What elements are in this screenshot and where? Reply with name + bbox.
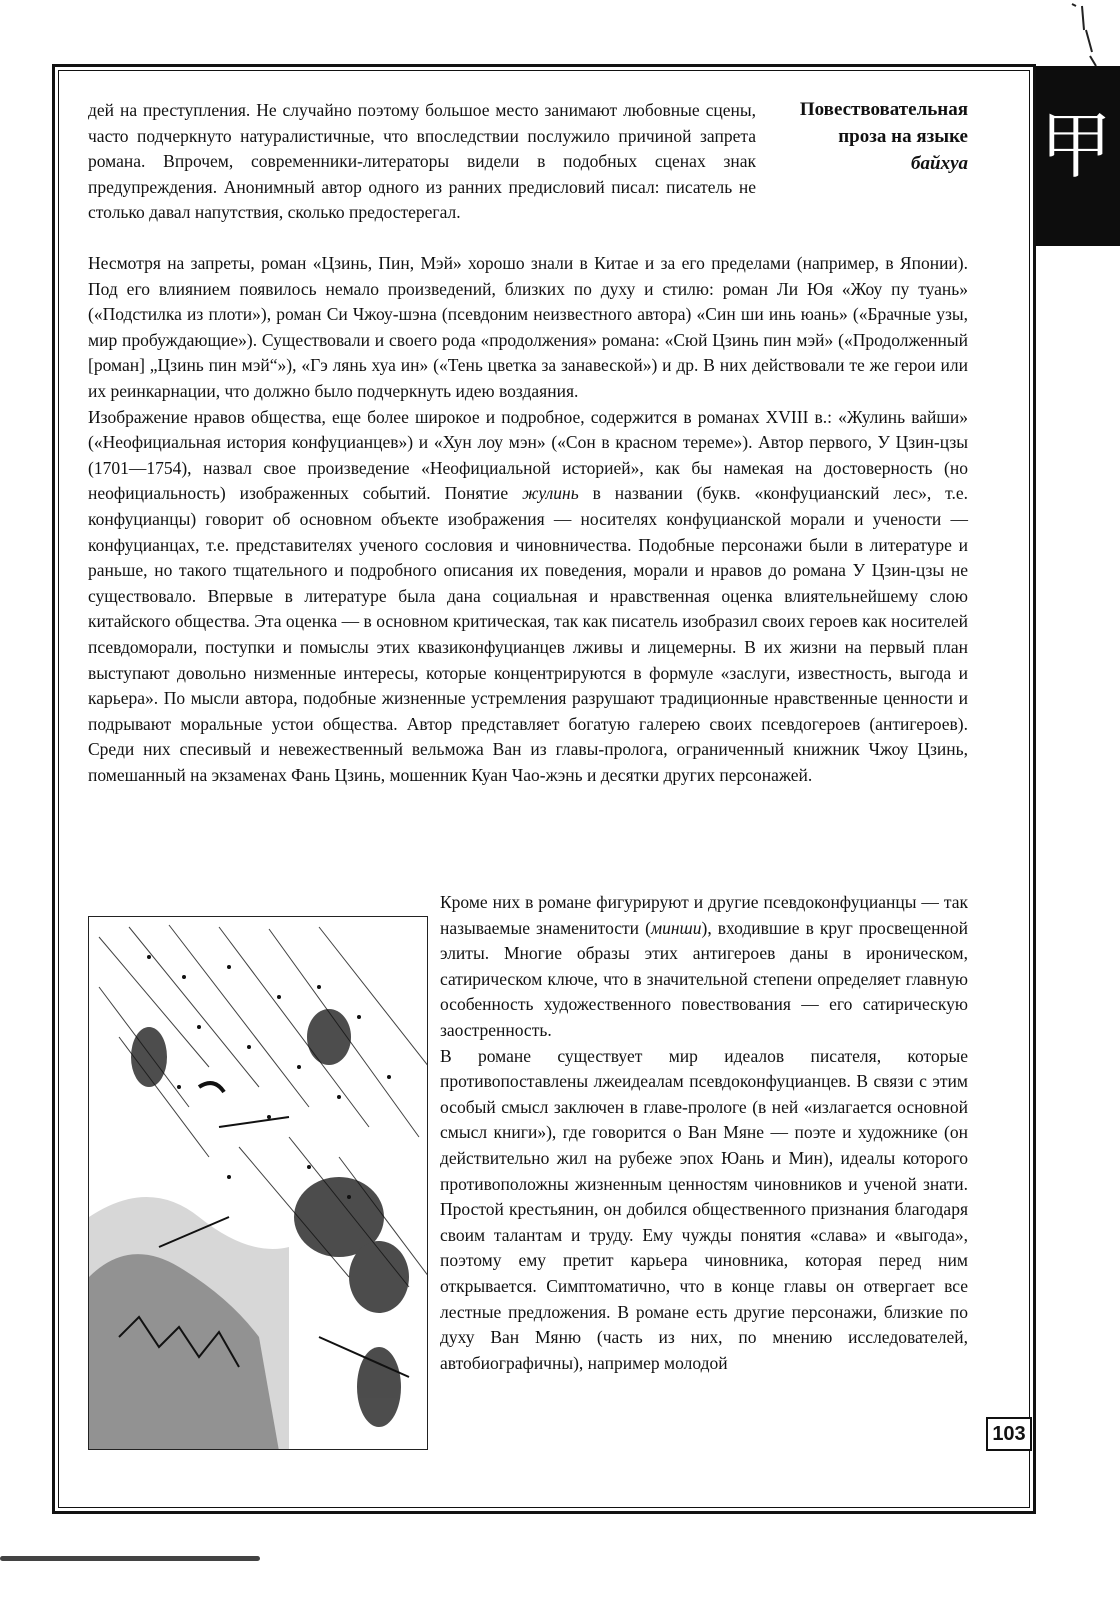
- paragraph-4-part-b: ), входившие в круг просвещенной элиты. Многие образы этих антигероев даны в ироническом, сатирическом ключе, что в значительной степени определяет главную особенность художественного повествования — его сатирическую заостренность.: [440, 917, 968, 1040]
- text-block-right-column: [440, 890, 968, 1376]
- paragraph-3-term: жулинь: [522, 483, 579, 504]
- section-heading-line-1: Повествовательная: [799, 99, 968, 120]
- paragraph-3-part-b: в названии (букв. «конфуцианский лес», т.е. конфуцианцы) говорит об основном объекте изображения — носителях конфуцианской морали и учености — конфуцианцах, т.е. представителях ученого сословия и чиновничества. Подобные персонажи были в литературе и раньше, но такого тщательного и подробного описания их поведения, морали и нравов до романа У Цзин-цзы не существовало. Впервые в литературе была дана социальная и нравственная оценка влиятельнейшему слою китайского общества. Эта оценка — в основном критическая, так как писатель изобразил своих героев как носителей псевдоморали, поступки и помыслы этих квазиконфуцианцев лживы и лицемерны. В их жизни на первый план выступают довольно низменные интересы, которые концентрируются в формуле «заслуги, известность, выгода и карьера». По мысли автора, подобные жизненные устремления разрушают традиционные нравственные ценности и подрывают моральные устои общества. Автор представляет богатую галерею своих псевдогероев (антигероев). Среди них спесивый и невежественный вельможа Ван из главы-пролога, ограниченный книжник Чжоу Цзинь, помешанный на экзаменах Фань Цзинь, мошенник Куан Чао-жэнь и десятки других персонажей.: [88, 483, 968, 785]
- paragraph-1: дей на преступления. Не случайно поэтому большое место занимают любовные сцены, часто подчеркнуто натуралистичные, что впоследствии послужило причиной запрета романа. Впрочем, современники-литераторы видели в подобных сценах знак предупреждения. Анонимный автор одного из ранних предисловий писал: писатель не столько давал напутствия, сколько предостерегал.: [88, 100, 756, 223]
- paragraph-2: Несмотря на запреты, роман «Цзинь, Пин, Мэй» хорошо знали в Китае и за его пределами (например, в Японии). Под его влиянием появилось немало произведений, близких по духу и стилю: роман Ли Юя «Жоу пу туань» («Подстилка из плоти»), роман Си Чжоу-шэна (псевдоним неизвестного автора) «Син ши инь юань» («Брачные узы, мир пробуждающие»). Существовали и своего рода «продолжения» романа: «Сюй Цзинь пин мэй» («Продолженный [роман] „Цзинь пин мэй“»), «Гэ лянь хуа ин» («Тень цветка за занавеской») и др. В них действовали те же герои или их реинкарнации, что должно было подчеркнуть идею воздаяния.: [88, 253, 968, 401]
- battle-scene-image: [89, 917, 428, 1450]
- section-heading: [762, 96, 968, 177]
- section-heading-line-2: проза на языке: [838, 126, 968, 147]
- section-heading-line-3: байхуа: [911, 153, 968, 174]
- text-block-main: [88, 251, 968, 788]
- paragraph-3: [88, 405, 968, 789]
- page-number: 103: [986, 1417, 1032, 1451]
- scan-smudge: [0, 1556, 260, 1561]
- paragraph-4-term: миншu: [650, 917, 702, 938]
- scan-mark: [1066, 0, 1106, 70]
- paragraph-4: [440, 890, 968, 1044]
- paragraph-3-part-a: Изображение нравов общества, еще более широкое и подробное, содержится в романах XVIII в.: «Жулинь вайши» («Неофициальная история конфуцианцев») и «Хун лоу мэн» («Сон в красном тереме»). Автор первого, У Цзин-цзы (1701—1754), назвал свое произведение «Неофициальной историей», как бы намекая на достоверность (но неофициальность) изображенных событий. Понятие: [88, 406, 968, 504]
- paragraph-5: В романе существует мир идеалов писателя, которые противопоставлены лжеидеалам псевдоконфуцианцев. В связи с этим особый смысл заключен в главе-прологе (в ней «излагается основной смысл книги»), где говорится о Ван Мяне — поэте и художнике (он действительно жил на рубеже эпох Юань и Мин), идеалы которого противоположны жизненным ценностям чиновников и ученой знати. Простой крестьянин, он добился общественного признания благодаря своим талантам и труду. Ему чужды понятия «слава» и «выгода», поэтому ему претит карьера чиновника, которая перед ним открывается. Симптоматично, что в конце главы он отвергает все лестные предложения. В романе есть другие персонажи, близкие по духу Ван Мяню (часть из них, по мнению исследователей, автобиографичны), например молодой: [440, 1045, 968, 1373]
- text-block-top: [88, 98, 756, 226]
- paragraph-4-part-a: Кроме них в романе фигурируют и другие псевдоконфуцианцы — так называемые знаменитости (: [440, 892, 968, 938]
- side-tab-glyph: 甲: [1040, 104, 1113, 188]
- woodcut-illustration: [88, 916, 428, 1450]
